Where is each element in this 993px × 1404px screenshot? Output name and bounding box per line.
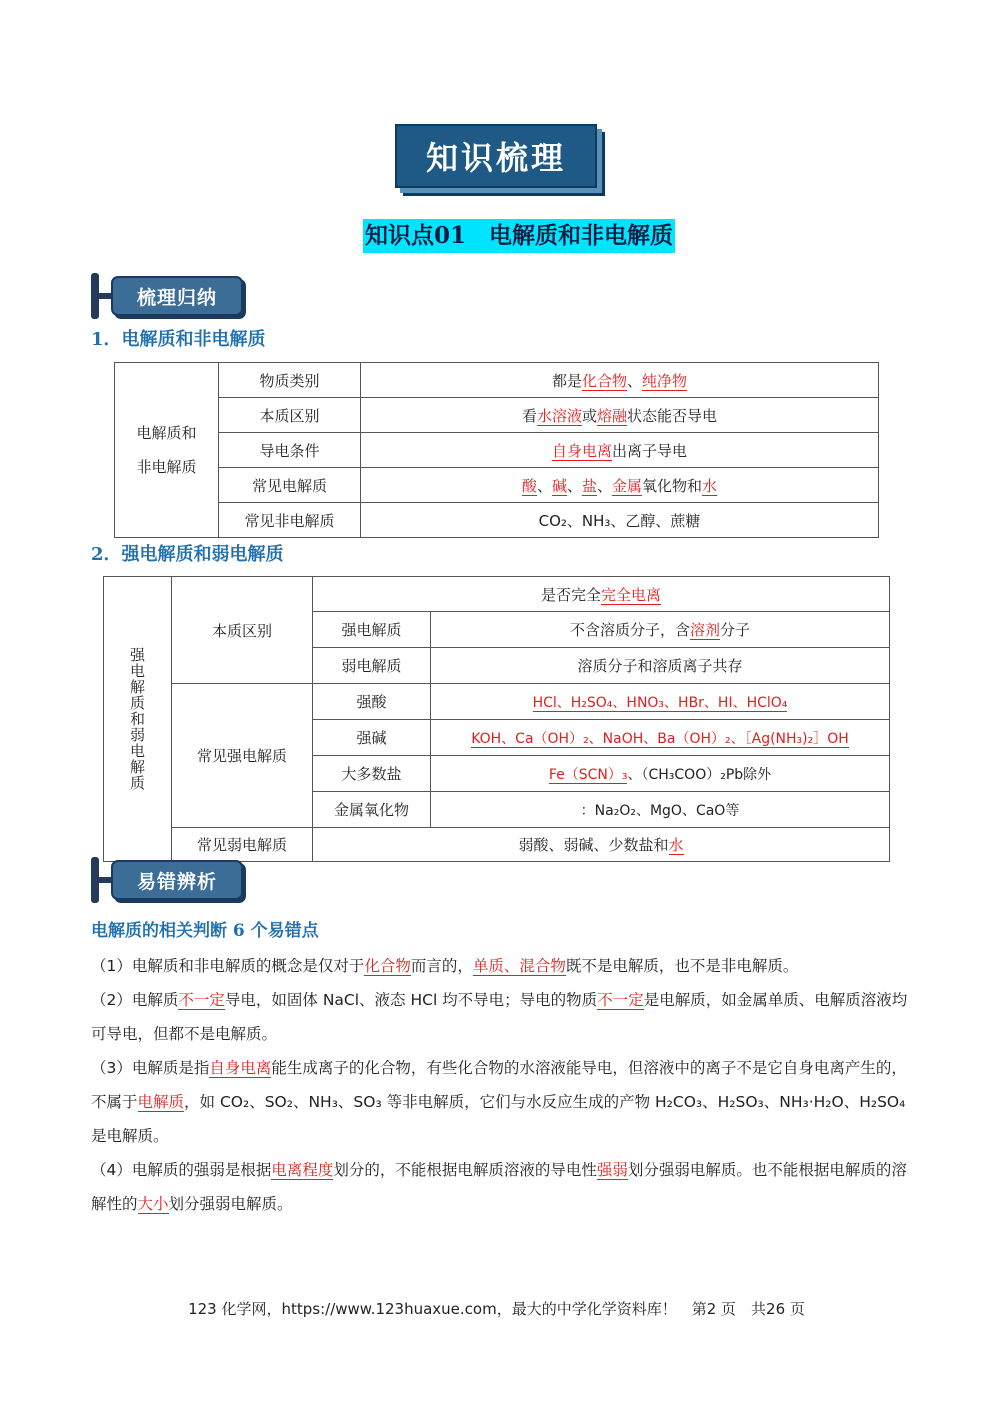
text-segment: 是电解质，如金属单质、电解质溶液均可导电，但都不是电解质。 (91, 991, 908, 1043)
electrolyte-table (114, 362, 879, 538)
answer-text: 化合物 (364, 957, 411, 975)
answer-text: 纯净物 (642, 371, 688, 390)
text-segment: 、 (597, 476, 613, 495)
table-row (115, 503, 879, 538)
tag-summary-label: 梳理归纳 (111, 276, 243, 316)
page-footer: 123 化学网，https://www.123huaxue.com，最大的中学化学资料库！ 第2 页 共26 页 (188, 1300, 805, 1318)
text-segment: 不含溶质分子，含 (569, 621, 690, 639)
tag-mistakes-label: 易错辨析 (111, 860, 243, 900)
text-segment: 既不是电解质，也不是非电解质。 (565, 957, 799, 975)
text-segment: 分子 (720, 621, 751, 639)
answer-text: 水 (668, 836, 684, 854)
text-segment: ，如 CO₂、SO₂、NH₃、SO₃ 等非电解质，它们与水反应生成的产物 H₂CO₃、H₂SO₃、NH₃·H₂O、H₂SO₄ 是电解质。 (91, 1093, 906, 1145)
table-row (115, 363, 879, 398)
row-value (361, 503, 879, 538)
answer-text: HCl、H₂SO₄、HNO₃、HBr、HI、HClO₄ (532, 694, 788, 711)
section-banner: 知识梳理 (395, 124, 597, 188)
answer-text: 不一定 (178, 991, 225, 1009)
answer-text: 电解质 (137, 1093, 185, 1111)
group-label: 强电解质和弱电解质 (128, 647, 146, 791)
answer-text: 化合物 (581, 371, 627, 390)
text-segment: 或 (581, 406, 597, 425)
text-segment: 是否完全 (540, 585, 601, 604)
answer-text: 完全电离 (601, 585, 662, 604)
row-value (431, 720, 890, 756)
answer-text: 溶剂 (689, 621, 720, 639)
common-weak-label: 常见弱电解质 (172, 828, 313, 862)
answer-text: 自身电离 (551, 441, 612, 460)
row-value (361, 398, 879, 433)
tag-mistakes (91, 857, 251, 903)
text-segment: 划分强弱电解质。也不能根据电解质的溶解性的 (91, 1161, 907, 1213)
row-label: 强碱 (313, 720, 431, 756)
row-value (361, 468, 879, 503)
answer-text: 强弱 (596, 1161, 628, 1179)
row-value (361, 433, 879, 468)
text-segment: 都是 (551, 371, 582, 390)
row-value (431, 792, 890, 828)
answer-text: 熔融 (597, 406, 628, 425)
answer-text: 水 (702, 476, 718, 495)
text-segment: （1）电解质和非电解质的概念是仅对于 (91, 957, 365, 975)
row-label: 导电条件 (219, 433, 361, 468)
text-segment: 、 (627, 371, 643, 390)
section2-heading: 2．强电解质和弱电解质 (91, 544, 284, 565)
text-segment: 划分强弱电解质。 (168, 1195, 293, 1213)
text-segment: 状态能否导电 (627, 406, 718, 425)
text-segment: CO₂、NH₃、乙醇、蔗糖 (538, 511, 701, 530)
table-row (115, 433, 879, 468)
text-segment: 出离子导电 (612, 441, 688, 460)
common-strong-label: 常见强电解质 (172, 684, 313, 828)
answer-text: 电离程度 (271, 1161, 334, 1179)
answer-text: 碱 (551, 476, 567, 495)
row-label: 常见非电解质 (219, 503, 361, 538)
group-label: 非电解质 (136, 458, 197, 476)
answer-text: 单质、混合物 (472, 957, 566, 975)
essence-head (313, 577, 890, 612)
text-segment: 、 (536, 476, 552, 495)
table-row (104, 684, 890, 720)
text-segment: （3）电解质是指 (91, 1059, 210, 1077)
text-segment: （2）电解质 (91, 991, 179, 1009)
row-label: 金属氧化物 (313, 792, 431, 828)
answer-text: 水溶液 (536, 406, 582, 425)
text-segment: ：Na₂O₂、MgO、CaO等 (580, 802, 740, 819)
mistake-item (91, 1153, 911, 1221)
text-segment: 氧化物和 (642, 476, 703, 495)
row-label: 强酸 (313, 684, 431, 720)
essence-label: 本质区别 (172, 577, 313, 684)
row-label: 本质区别 (219, 398, 361, 433)
row-label: 物质类别 (219, 363, 361, 398)
common-weak-value (313, 828, 890, 862)
mistakes-list (91, 949, 911, 1221)
tag-summary (91, 273, 251, 319)
answer-text: 自身电离 (209, 1059, 272, 1077)
row-value (431, 756, 890, 792)
mistakes-title: 电解质的相关判断 6 个易错点 (91, 921, 319, 941)
text-segment: （4）电解质的强弱是根据 (91, 1161, 272, 1179)
group-cell (115, 363, 219, 538)
answer-text: 金属 (612, 476, 643, 495)
table-row (104, 577, 890, 612)
weak-label: 弱电解质 (313, 648, 431, 684)
text-segment: 、（CH₃COO）₂Pb除外 (627, 766, 772, 783)
text-segment: 导电，如固体 NaCl、液态 HCl 均不导电；导电的物质 (224, 991, 598, 1009)
weak-value: 溶质分子和溶质离子共存 (431, 648, 890, 684)
text-segment: 看 (521, 406, 537, 425)
text-segment: 而言的， (410, 957, 473, 975)
answer-text: 盐 (581, 476, 597, 495)
text-segment: 能生成离子的化合物，有些化合物的水溶液能导电，但溶液中的离子不是它自身电离产生的，不属于 (91, 1059, 907, 1111)
section1-heading: 1．电解质和非电解质 (91, 329, 266, 350)
table-row (115, 398, 879, 433)
strong-label: 强电解质 (313, 612, 431, 648)
text-segment: 、 (566, 476, 582, 495)
answer-text: 不一定 (597, 991, 644, 1009)
tag-hook-icon (97, 877, 111, 883)
table-row (115, 468, 879, 503)
answer-text: Fe（SCN）₃ (548, 766, 628, 783)
group-cell (104, 577, 172, 862)
knowledge-point-title: 知识点01 电解质和非电解质 (363, 219, 675, 253)
tag-hook-icon (97, 293, 111, 299)
mistake-item (91, 983, 911, 1051)
row-label: 常见电解质 (219, 468, 361, 503)
mistake-item (91, 1051, 911, 1153)
text-segment: 弱酸、弱碱、少数盐和 (518, 836, 669, 854)
answer-text: 酸 (521, 476, 537, 495)
text-segment: 划分的，不能根据电解质溶液的导电性 (333, 1161, 597, 1179)
row-label: 大多数盐 (313, 756, 431, 792)
mistake-item (91, 949, 911, 983)
answer-text: KOH、Ca（OH）₂、NaOH、Ba（OH）₂、［Ag(NH₃)₂］OH (471, 730, 849, 747)
row-value (431, 684, 890, 720)
strong-weak-table (103, 576, 890, 862)
answer-text: 大小 (137, 1195, 169, 1213)
row-value (361, 363, 879, 398)
strong-value (431, 612, 890, 648)
group-label: 电解质和 (136, 424, 197, 442)
